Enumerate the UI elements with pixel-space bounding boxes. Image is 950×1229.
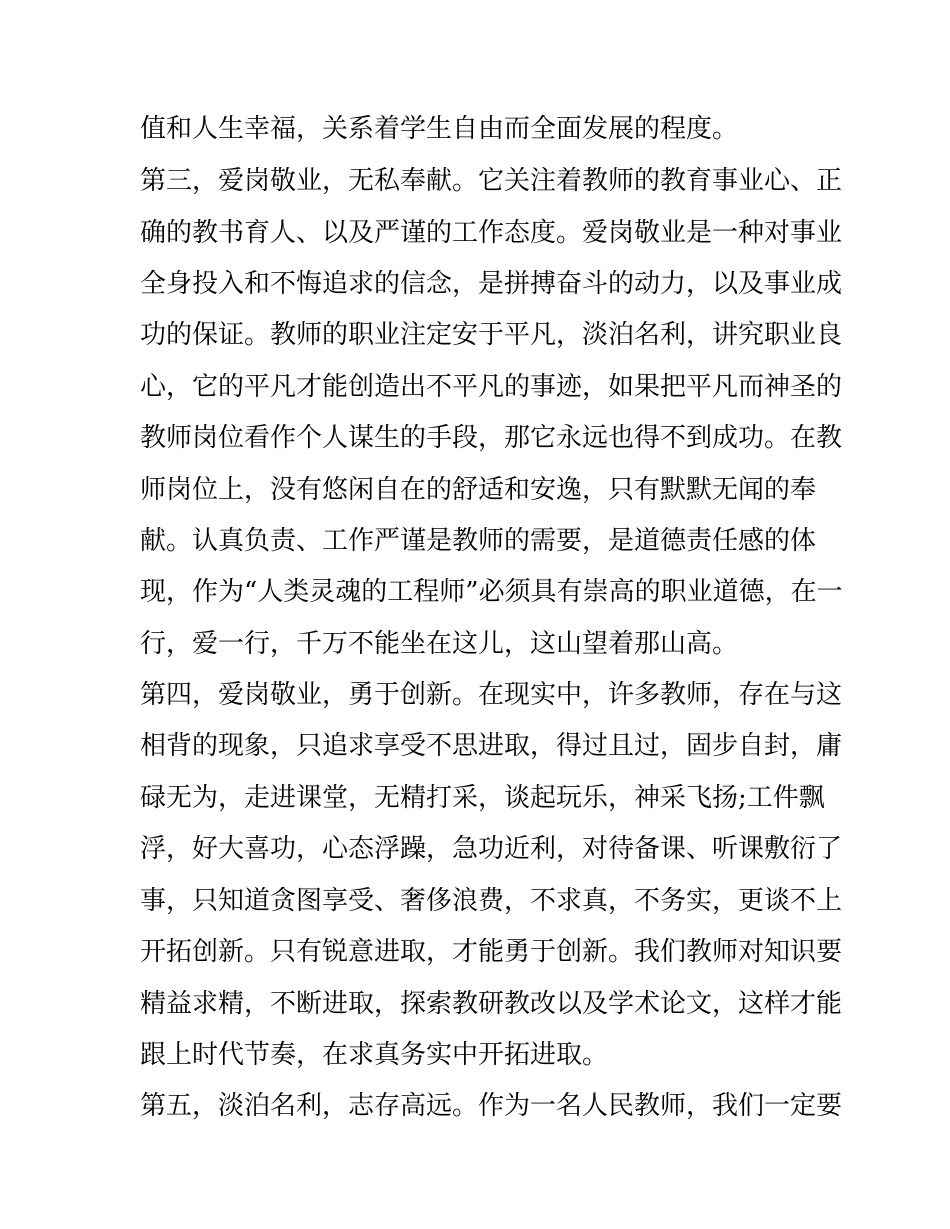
text-line: 开拓创新。只有锐意进取，才能勇于创新。我们教师对知识要 <box>140 937 843 967</box>
text-line: 第三，爱岗敬业，无私奉献。它关注着教师的教育事业心、正 <box>140 166 843 196</box>
text-line: 献。认真负责、工作严谨是教师的需要，是道德责任感的体 <box>140 526 817 556</box>
text-line: 精益求精，不断进取，探索教研教改以及学术论文，这样才能 <box>140 989 843 1019</box>
text-line: 心，它的平凡才能创造出不平凡的事迹，如果把平凡而神圣的 <box>140 372 843 402</box>
text-line: 第四，爱岗敬业，勇于创新。在现实中，许多教师，存在与这 <box>140 680 843 710</box>
text-line: 第五，淡泊名利，志存高远。作为一名人民教师，我们一定要 <box>140 1091 843 1121</box>
text-line: 事，只知道贪图享受、奢侈浪费，不求真，不务实，更谈不上 <box>140 886 843 916</box>
text-line: 功的保证。教师的职业注定安于平凡，淡泊名利，讲究职业良 <box>140 320 843 350</box>
text-line: 相背的现象，只追求享受不思进取，得过且过，固步自封，庸 <box>140 731 843 761</box>
text-line: 现，作为“人类灵魂的工程师”必须具有崇高的职业道德，在一 <box>140 577 843 607</box>
text-line: 浮，好大喜功，心态浮躁，急功近利，对待备课、听课敷衍了 <box>140 834 843 864</box>
text-line: 行，爱一行，千万不能坐在这儿，这山望着那山高。 <box>140 629 739 659</box>
text-line: 碌无为，走进课堂，无精打采，谈起玩乐，神采飞扬;工件飘 <box>140 783 825 813</box>
text-line: 确的教书育人、以及严谨的工作态度。爱岗敬业是一种对事业 <box>140 218 843 248</box>
text-line: 师岗位上，没有悠闲自在的舒适和安逸，只有默默无闻的奉 <box>140 475 817 505</box>
text-line: 教师岗位看作个人谋生的手段，那它永远也得不到成功。在教 <box>140 423 843 453</box>
text-line: 跟上时代节奏，在求真务实中开拓进取。 <box>140 1040 609 1070</box>
text-line: 值和人生幸福，关系着学生自由而全面发展的程度。 <box>140 114 739 144</box>
text-line: 全身投入和不悔追求的信念，是拼搏奋斗的动力，以及事业成 <box>140 269 843 299</box>
